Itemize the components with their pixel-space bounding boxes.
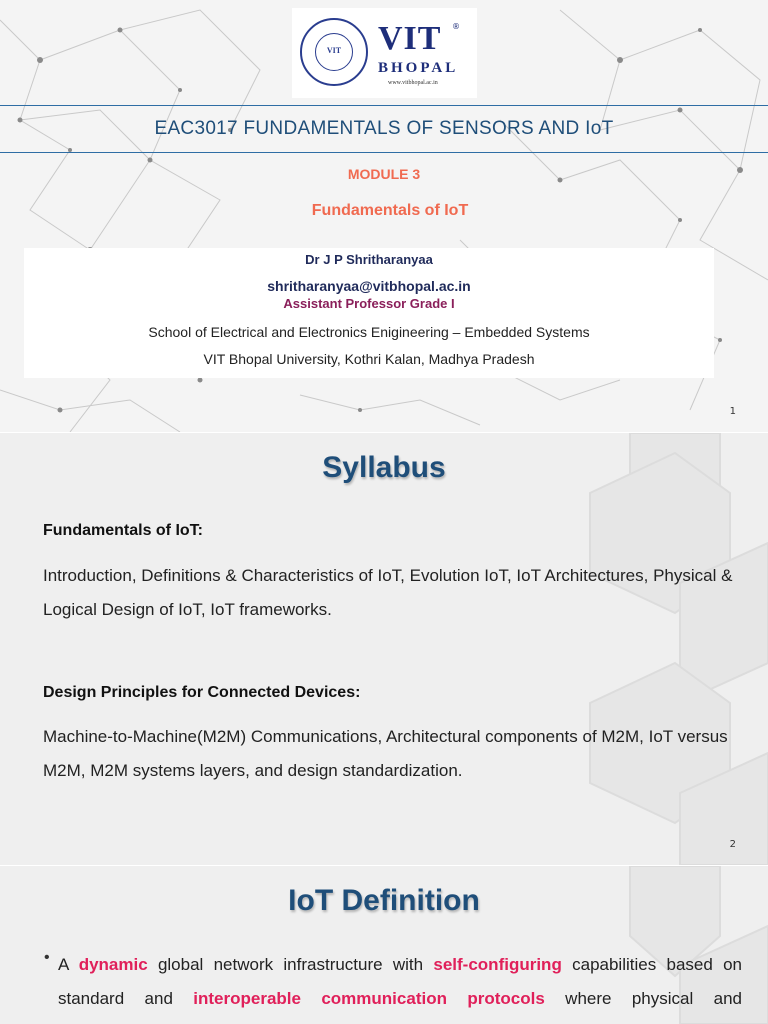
section-body-design-principles: Machine-to-Machine(M2M) Communications, Architectural components of M2M, IoT versus M2M, M2M systems layers, and design standardization. xyxy=(43,727,728,780)
logo-city: BHOPAL xyxy=(378,60,459,76)
logo-url: www.vitbhopal.ac.in xyxy=(388,80,438,86)
title-rule-top xyxy=(0,105,768,106)
definition-text: A xyxy=(58,955,79,974)
slide-title: IoT Definition xyxy=(288,884,480,917)
author-email: shritharanyaa@vitbhopal.ac.in xyxy=(267,278,471,294)
author-name: Dr J P Shritharanyaa xyxy=(305,252,433,267)
course-title: EAC3017 FUNDAMENTALS OF SENSORS AND IoT xyxy=(154,118,614,139)
definition-text: global network infrastructure with xyxy=(147,955,434,974)
hexagon-decoration-graphic xyxy=(570,433,768,865)
highlight-dynamic: dynamic xyxy=(78,955,148,974)
institute-seal-icon xyxy=(300,18,368,86)
author-role: Assistant Professor Grade I xyxy=(283,296,455,311)
highlight-interoperable-protocols: interoperable communication protocols xyxy=(193,989,545,1008)
seal-text: VIT xyxy=(326,46,342,55)
definition-text: capabilities based on standard and xyxy=(58,955,743,1008)
slide-subtitle: Fundamentals of IoT xyxy=(311,202,469,219)
registered-mark: ® xyxy=(452,22,460,31)
iot-definition-text xyxy=(58,948,742,1016)
author-info-box xyxy=(24,248,714,378)
bullet-marker: • xyxy=(44,949,50,966)
module-label: MODULE 3 xyxy=(347,166,421,182)
author-school: School of Electrical and Electronics Enigineering – Embedded Systems xyxy=(148,324,590,340)
title-slide xyxy=(0,0,768,432)
syllabus-slide xyxy=(0,433,768,865)
vit-bhopal-logo xyxy=(292,8,477,98)
slide-number: 2 xyxy=(729,839,736,850)
author-university: VIT Bhopal University, Kothri Kalan, Madhya Pradesh xyxy=(203,351,535,367)
section-body-fundamentals: Introduction, Definitions & Characteristics of IoT, Evolution IoT, IoT Architectures, Physical & Logical Design of IoT, IoT frameworks. xyxy=(43,566,733,619)
section-heading-design-principles: Design Principles for Connected Devices: xyxy=(43,684,361,701)
title-rule-bottom xyxy=(0,152,768,153)
highlight-self-configuring: self-configuring xyxy=(433,955,562,974)
definition-text: where physical and xyxy=(544,989,742,1008)
iot-definition-slide xyxy=(0,866,768,1024)
slide-title: Syllabus xyxy=(322,451,446,484)
section-heading-fundamentals: Fundamentals of IoT: xyxy=(43,522,203,539)
logo-brand: VIT xyxy=(378,20,442,57)
slide-number: 1 xyxy=(729,406,736,417)
